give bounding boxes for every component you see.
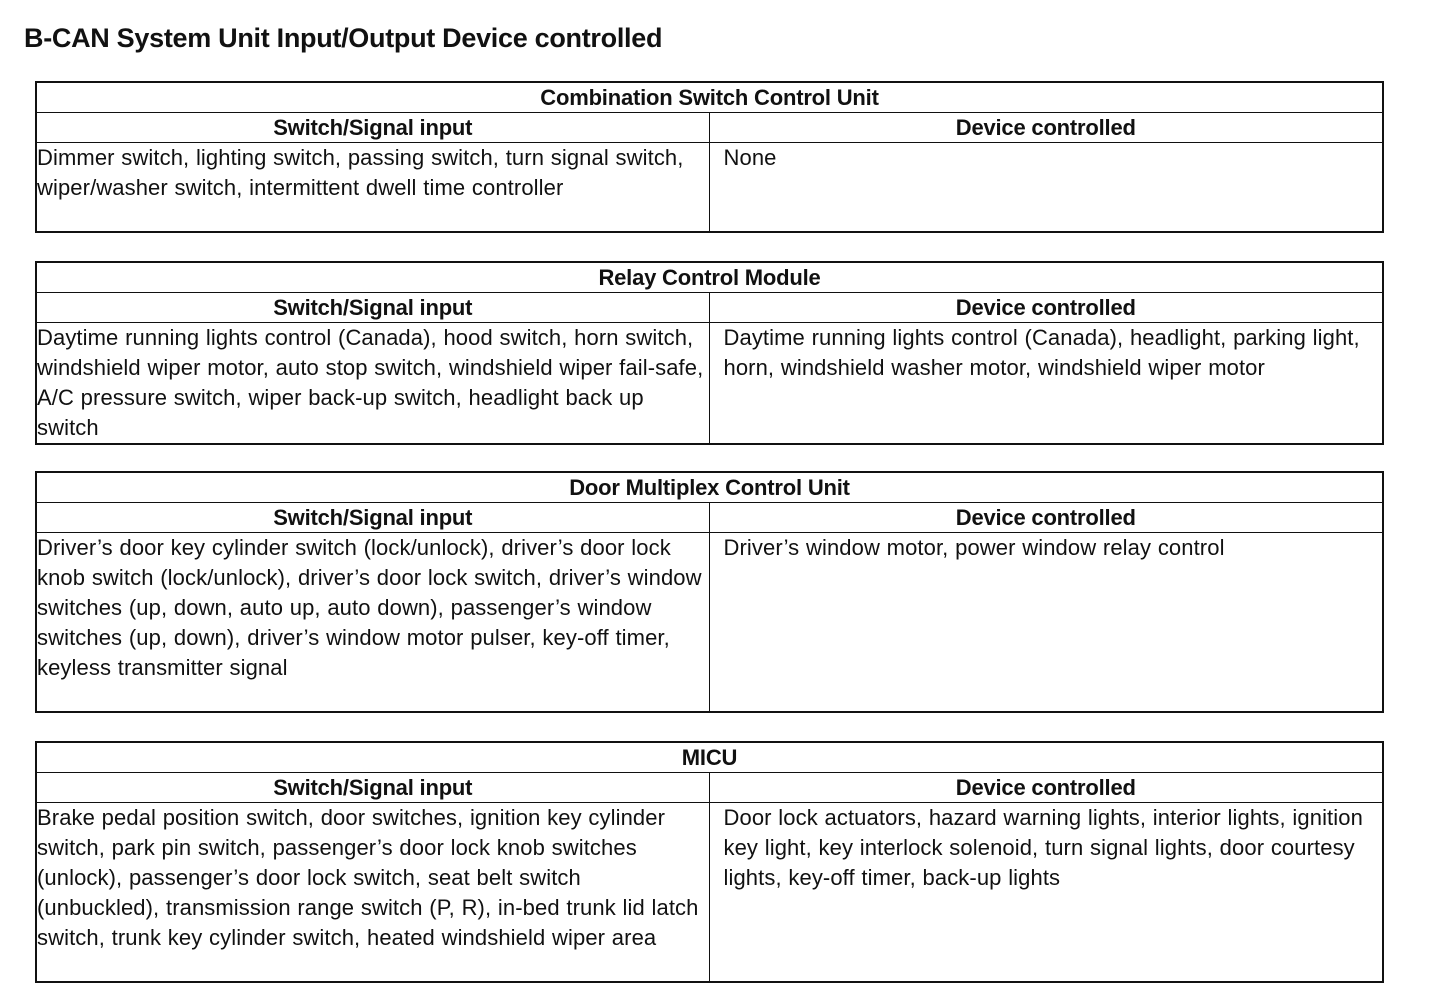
unit-name: MICU [36, 742, 1383, 773]
device-cell: Driver’s window motor, power window relay control [709, 533, 1383, 713]
input-cell: Dimmer switch, lighting switch, passing switch, turn signal switch, wiper/washer switch, intermittent dwell time controller [36, 143, 709, 233]
device-cell: Daytime running lights control (Canada), headlight, parking light, horn, windshield washer motor, windshield wiper motor [709, 323, 1383, 445]
input-column-header: Switch/Signal input [36, 113, 709, 143]
door-multiplex-control-unit-table [35, 471, 1384, 713]
input-column-header: Switch/Signal input [36, 503, 709, 533]
table-row [36, 533, 1383, 713]
micu-table [35, 741, 1384, 983]
device-column-header: Device controlled [709, 293, 1383, 323]
unit-name: Combination Switch Control Unit [36, 82, 1383, 113]
device-column-header: Device controlled [709, 773, 1383, 803]
table-row [36, 803, 1383, 983]
device-cell: Door lock actuators, hazard warning lights, interior lights, ignition key light, key interlock solenoid, turn signal lights, door courtesy lights, key-off timer, back-up lights [709, 803, 1383, 983]
input-column-header: Switch/Signal input [36, 293, 709, 323]
page-title: B-CAN System Unit Input/Output Device controlled [24, 23, 663, 53]
device-column-header: Device controlled [709, 113, 1383, 143]
input-cell: Daytime running lights control (Canada), hood switch, horn switch, windshield wiper motor, auto stop switch, windshield wiper fail-safe, A/C pressure switch, wiper back-up switch, headlight back up switch [36, 323, 709, 445]
table-row [36, 323, 1383, 445]
table-row [36, 143, 1383, 233]
unit-name: Relay Control Module [36, 262, 1383, 293]
relay-control-module-table [35, 261, 1384, 445]
device-column-header: Device controlled [709, 503, 1383, 533]
input-cell: Brake pedal position switch, door switches, ignition key cylinder switch, park pin switch, passenger’s door lock knob switches (unlock), passenger’s door lock switch, seat belt switch (unbuckled), transmission range switch (P, R), in-bed trunk lid latch switch, trunk key cylinder switch, heated windshield wiper area [36, 803, 709, 983]
combination-switch-control-unit-table [35, 81, 1384, 233]
input-cell: Driver’s door key cylinder switch (lock/unlock), driver’s door lock knob switch (lock/unlock), driver’s door lock switch, driver’s window switches (up, down, auto up, auto down), passenger’s window switches (up, down), driver’s window motor pulser, key-off timer, keyless transmitter signal [36, 533, 709, 713]
unit-name: Door Multiplex Control Unit [36, 472, 1383, 503]
device-cell: None [709, 143, 1383, 233]
input-column-header: Switch/Signal input [36, 773, 709, 803]
